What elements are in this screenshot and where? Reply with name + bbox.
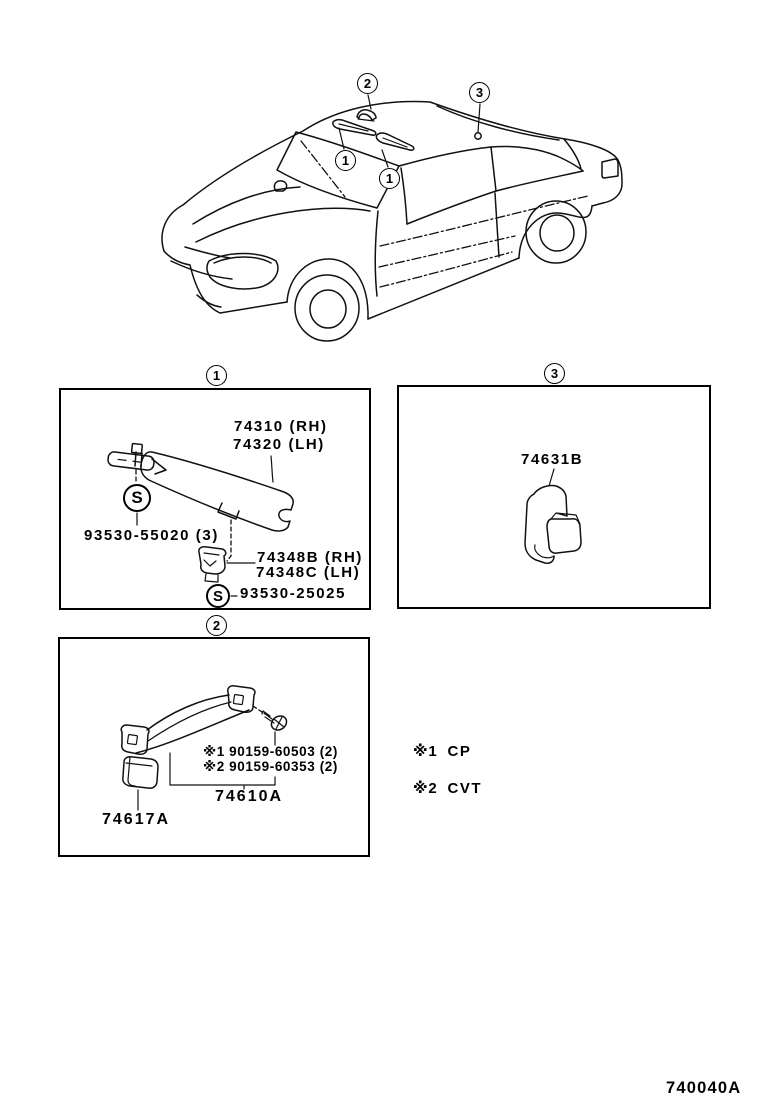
- callout-grip-on-car: [357, 73, 378, 94]
- screw-symbol-letter: S: [212, 587, 223, 605]
- callout-hook-on-car: [469, 82, 490, 103]
- label-grip-screw-opt1: ※1 90159-60503 (2): [203, 744, 339, 759]
- callout-grip-box: [206, 615, 227, 636]
- callout-grip-box-number: 2: [212, 618, 221, 633]
- callout-visor-box: [206, 365, 227, 386]
- callout-visor-a-number: 1: [341, 153, 350, 168]
- label-visor-lh: 74320 (LH): [233, 436, 325, 453]
- callout-grip-number: 2: [363, 76, 372, 91]
- legend-note-2: [413, 780, 482, 797]
- label-coat-hook: 74631B: [521, 451, 584, 468]
- callout-hook-number: 3: [475, 85, 484, 100]
- label-grip-screw-opt2: ※2 90159-60353 (2): [203, 759, 339, 774]
- label-holder-rh: 74348B (RH): [257, 549, 363, 566]
- legend-2-value: CVT: [447, 780, 483, 797]
- callout-hook-box-number: 3: [550, 366, 559, 381]
- screw-symbol-holder: [206, 584, 230, 608]
- front-wheel: [295, 275, 359, 341]
- label-holder-screw: 93530-25025: [240, 585, 347, 602]
- callout-visor-a-on-car: [335, 150, 356, 171]
- label-assist-grip: 74610A: [215, 788, 284, 805]
- label-holder-lh: 74348C (LH): [256, 564, 361, 581]
- legend-1-value: CP: [447, 743, 472, 760]
- diagram-code: 740040A: [666, 1079, 742, 1097]
- car-drawing: [162, 95, 622, 341]
- screw-symbol-pivot: [123, 484, 151, 512]
- hook-detail-box: [397, 385, 711, 609]
- callout-visor-b-number: 1: [385, 171, 394, 186]
- callout-visor-box-number: 1: [212, 368, 221, 383]
- callout-hook-box: [544, 363, 565, 384]
- legend-note-1: [413, 743, 471, 760]
- legend-1-mark: ※1: [413, 743, 438, 760]
- hook-location-dot: [475, 133, 481, 139]
- label-grip-cap: 74617A: [102, 811, 171, 828]
- label-visor-rh: 74310 (RH): [234, 418, 328, 435]
- visor-a-sketch: [333, 120, 376, 136]
- visor-b-sketch: [376, 133, 413, 150]
- callout-visor-b-on-car: [379, 168, 400, 189]
- rear-wheel: [526, 201, 586, 263]
- label-pivot-screw: 93530-55020 (3): [84, 527, 219, 544]
- grip-sketch: [357, 110, 376, 121]
- headlight: [207, 254, 278, 289]
- tail-light: [602, 159, 618, 178]
- screw-symbol-letter: S: [131, 488, 143, 507]
- legend-2-mark: ※2: [413, 780, 438, 797]
